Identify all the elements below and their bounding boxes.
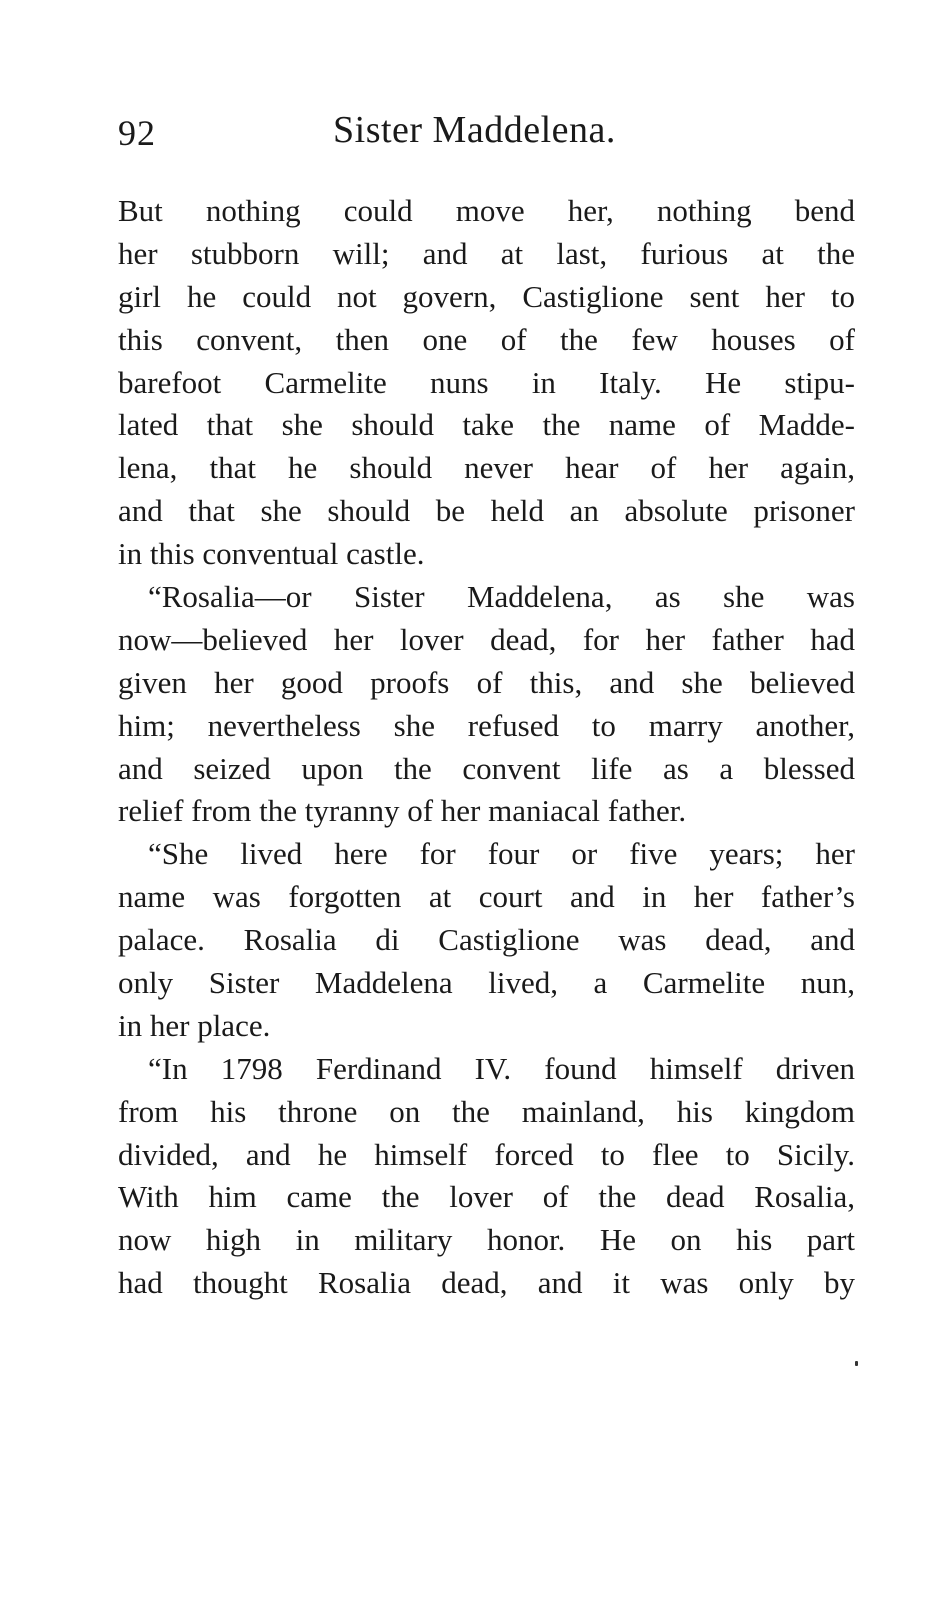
body-text [118, 190, 855, 1305]
text-line: from his throne on the mainland, his kingdom [118, 1093, 855, 1129]
text-line: in this conventual castle. [118, 536, 425, 572]
text-line: palace. Rosalia di Castiglione was dead, and [118, 922, 855, 958]
text-line: given her good proofs of this, and she believed [118, 664, 855, 700]
text-line: and seized upon the convent life as a blessed [118, 750, 855, 786]
text-line: him; nevertheless she refused to marry another, [118, 707, 855, 743]
running-title: Sister Maddelena. [333, 109, 616, 151]
text-line: and that she should be held an absolute prisoner [118, 493, 855, 529]
text-line: “Rosalia—or Sister Maddelena, as she was [148, 579, 855, 615]
text-line: girl he could not govern, Castiglione sent her to [118, 278, 855, 314]
text-line: now high in military honor. He on his part [118, 1222, 855, 1258]
text-line: only Sister Maddelena lived, a Carmelite nun, [118, 965, 855, 1001]
text-line: “She lived here for four or five years; her [148, 836, 855, 872]
text-line: With him came the lover of the dead Rosalia, [118, 1179, 855, 1215]
text-line: her stubborn will; and at last, furious at the [118, 235, 855, 271]
page-number: 92 [118, 113, 156, 153]
text-line: in her place. [118, 1007, 271, 1043]
text-line: “In 1798 Ferdinand IV. found himself driven [148, 1050, 855, 1086]
text-line: this convent, then one of the few houses of [118, 321, 855, 357]
text-line: lena, that he should never hear of her again, [118, 450, 855, 486]
text-line: barefoot Carmelite nuns in Italy. He stipu- [118, 364, 855, 400]
text-line: name was forgotten at court and in her father’s [118, 879, 855, 915]
text-line: relief from the tyranny of her maniacal father. [118, 793, 687, 829]
text-line: But nothing could move her, nothing bend [118, 193, 855, 228]
ink-speck [855, 1361, 858, 1366]
text-line: now—believed her lover dead, for her father had [118, 621, 855, 657]
text-line: lated that she should take the name of Madde- [118, 407, 855, 443]
text-line: had thought Rosalia dead, and it was only by [118, 1265, 855, 1301]
text-line: divided, and he himself forced to flee to Sicily. [118, 1136, 855, 1172]
